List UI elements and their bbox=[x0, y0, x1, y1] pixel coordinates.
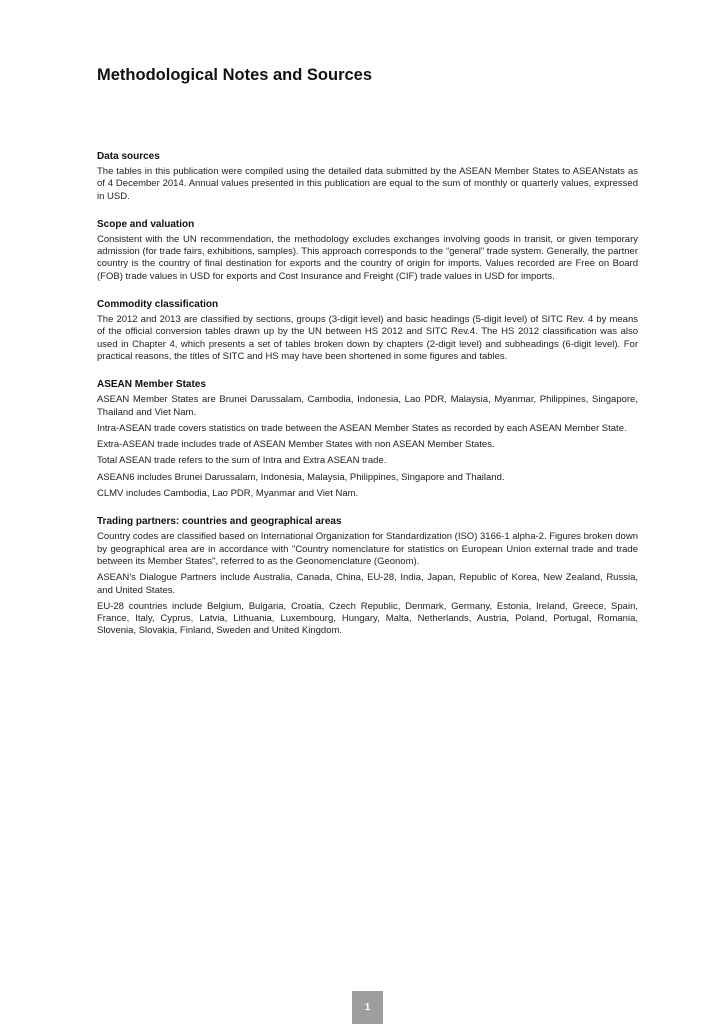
paragraph: Extra-ASEAN trade includes trade of ASEAN Member States with non ASEAN Member States. bbox=[97, 439, 495, 451]
paragraph: EU-28 countries include Belgium, Bulgaria, Croatia, Czech Republic, Denmark, Germany, Estonia, Ireland, Greece, Spain, France, Italy, Cyprus, Latvia, Lithuania, Luxembourg, Hungary, Malta, Netherlands, Austria, Poland, Portugal, Romania, Slovenia, Slovakia, Finland, Sweden and United Kingdom. bbox=[97, 600, 638, 637]
section-asean-member-states bbox=[97, 378, 638, 500]
paragraph: ASEAN’s Dialogue Partners include Australia, Canada, China, EU-28, India, Japan, Republic of Korea, New Zealand, Russia, and United States. bbox=[97, 572, 638, 596]
paragraph: Country codes are classified based on International Organization for Standardization (ISO) 3166-1 alpha-2. Figures broken down by geographical area are in accordance with "Country nomenclature for statistics on European Union external trade and trade between its Member States", referred to as the Geonomenclature (Geonom). bbox=[97, 531, 638, 567]
paragraph: Total ASEAN trade refers to the sum of Intra and Extra ASEAN trade. bbox=[97, 455, 387, 467]
section-heading: Trading partners: countries and geographical areas bbox=[97, 516, 342, 528]
document-body bbox=[97, 150, 638, 653]
section-heading: ASEAN Member States bbox=[97, 379, 206, 391]
paragraph: ASEAN6 includes Brunei Darussalam, Indonesia, Malaysia, Philippines, Singapore and Thailand. bbox=[97, 471, 505, 483]
paragraph: The 2012 and 2013 are classified by sections, groups (3-digit level) and basic headings (5-digit level) of SITC Rev. 4 by means of the official conversion tables drawn up by the UN between HS 2012 and SITC Rev.4. The HS 2012 classification was also used in Chapter 4, which presents a set of tables broken down by chapters (2-digit level) and subheadings (6-digit level). For practical reasons, the titles of SITC and HS may have been shortened in some figures and tables. bbox=[97, 314, 638, 362]
section-data-sources bbox=[97, 150, 638, 203]
paragraph: Consistent with the UN recommendation, the methodology excludes exchanges involving goods in transit, or given temporary admission (for trade fairs, exhibitions, samples). This approach corresponds to the “general” trade system. Generally, the partner country is the country of final destination for exports and the country of origin for imports. Values recorded are Free on Board (FOB) trade values in USD for exports and Cost Insurance and Freight (CIF) trade values in USD for imports. bbox=[97, 233, 638, 282]
paragraph: ASEAN Member States are Brunei Darussalam, Cambodia, Indonesia, Lao PDR, Malaysia, Myanmar, Philippines, Singapore, Thailand and Viet Nam. bbox=[97, 394, 638, 418]
page-title: Methodological Notes and Sources bbox=[97, 66, 373, 84]
section-heading: Scope and valuation bbox=[97, 218, 195, 230]
section-heading: Data sources bbox=[97, 151, 160, 162]
paragraph: The tables in this publication were compiled using the detailed data submitted by the ASEAN Member States to ASEANstats as of 4 December 2014. Annual values presented in this publication are equal to the sum of monthly or quarterly values, expressed in USD. bbox=[97, 166, 638, 202]
section-heading: Commodity classification bbox=[97, 299, 219, 311]
paragraph: Intra-ASEAN trade covers statistics on trade between the ASEAN Member States as recorded by each ASEAN Member State. bbox=[97, 422, 627, 434]
section-commodity-classification bbox=[97, 298, 638, 363]
section-trading-partners bbox=[97, 515, 638, 637]
page-number-tab: 1 bbox=[352, 991, 383, 1024]
paragraph: CLMV includes Cambodia, Lao PDR, Myanmar and Viet Nam. bbox=[97, 488, 359, 500]
section-scope-and-valuation bbox=[97, 218, 638, 283]
